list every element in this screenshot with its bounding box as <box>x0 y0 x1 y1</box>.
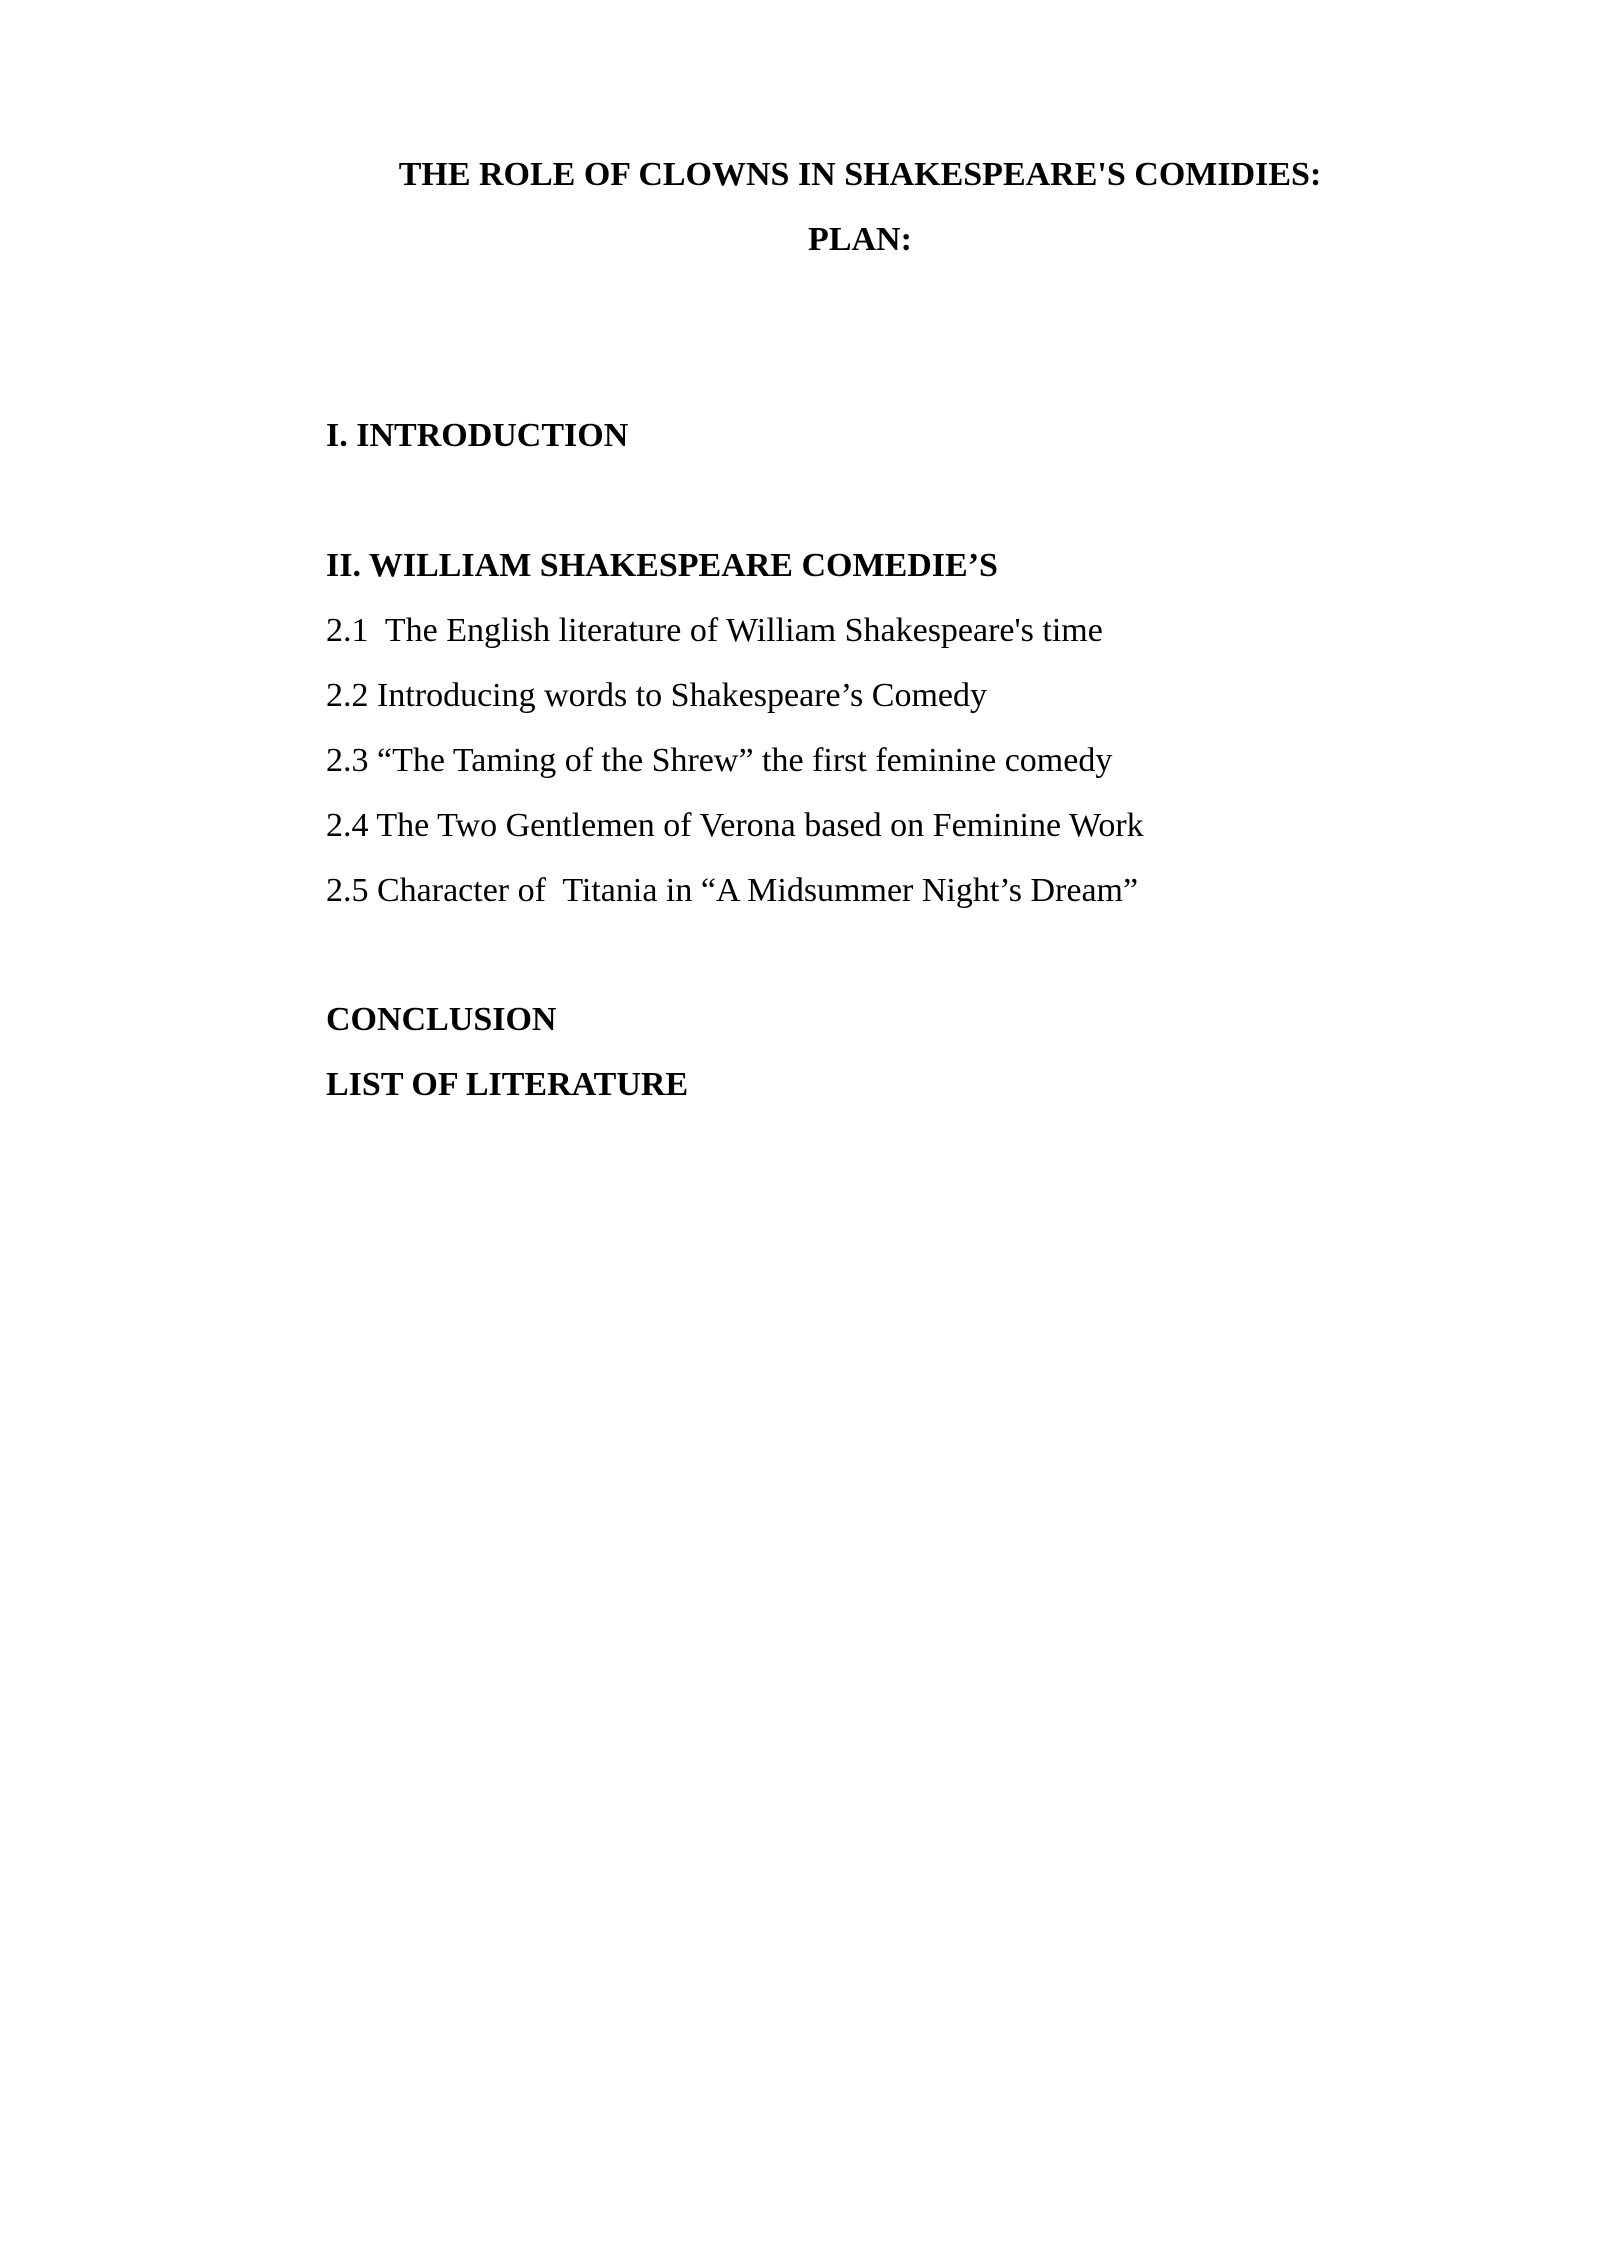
plan-item: 2.1 The English literature of William Shakespeare's time <box>326 612 1103 649</box>
section-heading-introduction: I. INTRODUCTION <box>326 417 629 454</box>
section-heading-comedies: II. WILLIAM SHAKESPEARE COMEDIE’S <box>326 547 998 584</box>
plan-item: 2.5 Character of Titania in “A Midsummer Night’s Dream” <box>326 872 1139 909</box>
conclusion-heading: CONCLUSION <box>326 1001 557 1038</box>
plan-heading: PLAN: <box>808 221 912 258</box>
literature-heading: LIST OF LITERATURE <box>326 1066 689 1103</box>
plan-item: 2.2 Introducing words to Shakespeare’s Comedy <box>326 677 987 714</box>
plan-item: 2.3 “The Taming of the Shrew” the first feminine comedy <box>326 742 1113 779</box>
plan-item: 2.4 The Two Gentlemen of Verona based on Feminine Work <box>326 807 1144 844</box>
document-title: THE ROLE OF CLOWNS IN SHAKESPEARE'S COMIDIES: <box>398 156 1322 193</box>
